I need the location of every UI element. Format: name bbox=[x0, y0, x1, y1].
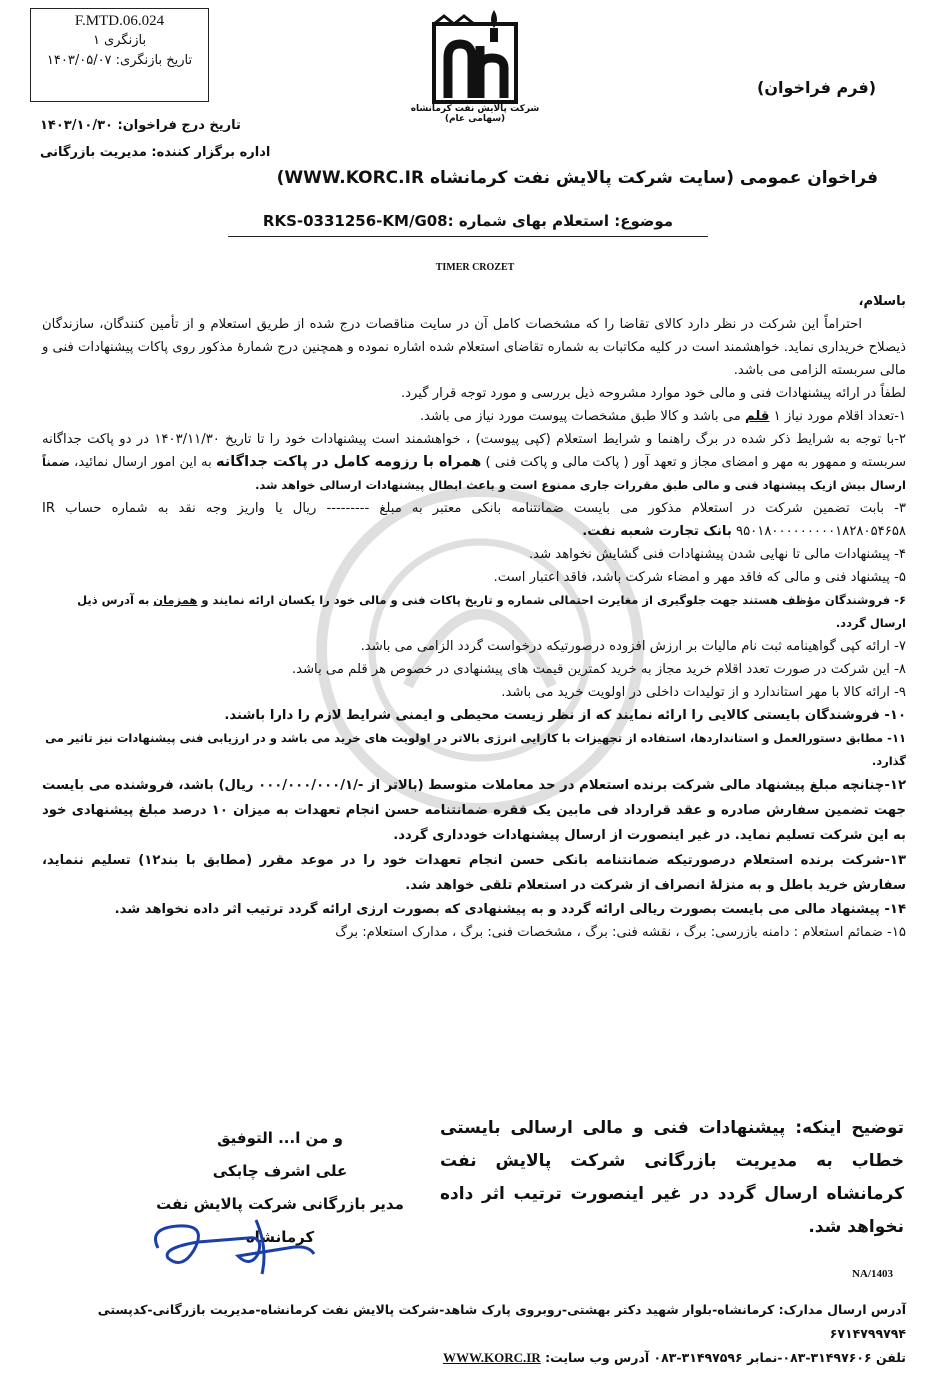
signer-name: علی اشرف چابکی bbox=[212, 1162, 348, 1180]
item-name: TIMER CROZET bbox=[435, 262, 515, 273]
clause-2: ۲-با توجه به شرایط ذکر شده در برگ راهنما و شرایط استعلام (کپی پیوست) ، خواهشمند است پیشنهادات خود را تا تاریخ ۱۴۰۳/۱۱/۳۰ در دو پاکت جداگانه سربسته و ممهور به مهر و امضای مجاز و تعهد آور ( پاکت مالی و پاکت فنی ) همراه با رزومه کامل در پاکت جداگانه به این امور ارسال نمائید، ضمناً ارسال بیش ازیک پیشنهاد فنی و مالی طبق مقررات جاری ممنوع است و باعث ابطال پیشنهادات ارسالی خواهد شد. bbox=[42, 432, 906, 492]
page-title: فراخوان عمومی (سایت شرکت پالایش نفت کرمانشاه WWW.KORC.IR) bbox=[276, 168, 878, 188]
organizer: اداره برگزار کننده: مدیریت بازرگانی bbox=[40, 145, 271, 160]
footer-contact: تلفن ۳۱۴۹۷۶۰۶-۰۸۳-نمابر ۳۱۴۹۷۵۹۶-۰۸۳ آدرس وب سایت: WWW.KORC.IR bbox=[442, 1350, 906, 1365]
clause-9: ۹- ارائه کالا با مهر استاندارد و از تولیدات داخلی در اولویت خرید می باشد. bbox=[501, 685, 906, 700]
intro-paragraph: احتراماً این شرکت در نظر دارد کالای تقاضا را که مشخصات کامل آن در سایت مناقصات درج شده از طریق استعلام و از تأمین کنندگان، سازندگان ذیصلاح خریداری نماید. خواهشمند است در کلیه مکاتبات به شماره تقاضای استعلام شده اشاره نموده و همچنین درج شمارهٔ مذکور روی پاکات پیشنهادات فنی و مالی سربسته الزامی می باشد. bbox=[41, 317, 906, 378]
clause-5: ۵- پیشنهاد فنی و مالی که فاقد مهر و امضاء شرکت باشد، فاقد اعتبار است. bbox=[493, 570, 906, 585]
request-line: لطفاً در ارائه پیشنهادات فنی و مالی خود موارد مشروحه ذیل بررسی و مورد توجه قرار گیرد. bbox=[400, 386, 906, 401]
company-caption: شرکت پالایش نفت کرمانشاه (سهامی عام) bbox=[410, 104, 540, 124]
footer bbox=[40, 1298, 906, 1370]
signer-position: مدیر بازرگانی شرکت پالایش نفت کرمانشاه bbox=[156, 1195, 404, 1246]
clause-15: ۱۵- ضمائم استعلام : دامنه بازرسی: برگ ، نقشه فنی: برگ ، مشخصات فنی: برگ ، مدارک استعلام: برگ bbox=[335, 925, 906, 940]
clause-13: ۱۳-شرکت برنده استعلام درصورتیکه ضمانتنامه بانکی حسن انجام تعهدات خود را در موعد مقرر (مطابق با بند۱۲) تسلیم ننماید، سفارش خرید باطل و به منزلهٔ انصراف از شرکت در استعلام تلقی خواهد شد. bbox=[42, 853, 906, 893]
clause-12: ۱۲-چنانچه مبلغ پیشنهاد مالی شرکت برنده استعلام در حد معاملات متوسط (بالاتر از -/۰۰۰/۰۰۰/۰۰۰/۱ ریال) باشد، فروشنده می بایست جهت تضمین سفارش صادره و عقد قرارداد فی مابین یک فقره ضمانتنامه حسن انجام تعهدات به میزان ۱۰ درصد مبلغ پیشنهادی خود به این شرکت تسلیم نماید. در غیر اینصورت از ارسال پیشنهادات خودداری گردد. bbox=[42, 778, 907, 843]
clause-4: ۴- پیشنهادات مالی تا نهایی شدن پیشنهادات فنی گشایش نخواهد شد. bbox=[528, 547, 906, 562]
form-info-box bbox=[30, 8, 209, 102]
website-link[interactable]: WWW.KORC.IR bbox=[442, 1350, 541, 1365]
note-paragraph: توضیح اینکه: پیشنهادات فنی و مالی ارسالی بایستی خطاب به مدیریت بازرگانی شرکت پالایش نفت کرمانشاه ارسال گردد در غیر اینصورت ترتیب اثر داده نخواهد شد. bbox=[440, 1118, 904, 1237]
clause-10: ۱۰- فروشندگان بایستی کالایی را ارائه نمایند که از نظر زیست محیطی و ایمنی شرایط لازم را دارا باشند. bbox=[224, 708, 906, 723]
clause-3: ۳- بابت تضمین شرکت در استعلام مذکور می بایست ضمانتنامه بانکی معتبر به مبلغ --------- ریال یا واریز وجه نقد به شماره حساب IR ۹۵۰۱۸۰۰۰۰۰۰۰۰۰۱۸۲۸۰۵۴۶۵۸ بانک تجارت شعبه نفت. bbox=[42, 501, 906, 539]
revision: بازنگری ۱ bbox=[92, 33, 147, 48]
greeting: باسلام، bbox=[858, 294, 906, 309]
closing: و من ا... التوفیق bbox=[217, 1129, 343, 1147]
revision-date: تاریخ بازنگری: ۱۴۰۳/۰۵/۰۷ bbox=[46, 53, 193, 68]
handwritten-signature bbox=[138, 1208, 328, 1278]
clause-11: ۱۱- مطابق دستورالعمل و استانداردها، استفاده از تجهیزات با کارایی انرژی بالاتر در اولویت های خرید می باشد و در ارزیابی فنی پیشنهادات نیز تاثیر می گذارد. bbox=[45, 731, 906, 768]
reference-code: NA/1403 bbox=[852, 1268, 893, 1280]
form-code: F.MTD.06.024 bbox=[74, 13, 165, 29]
subject-line: موضوع: استعلام بهای شماره :RKS-0331256-KM/G08 bbox=[228, 212, 708, 237]
clause-14: ۱۴- پیشنهاد مالی می بایست بصورت ریالی ارائه گردد و به پیشنهادی که بصورت ارزی ارائه گردد ترتیب اثر داده نخواهد شد. bbox=[114, 902, 906, 917]
clause-7: ۷- ارائه کپی گواهینامه ثبت نام مالیات بر ارزش افزوده درصورتیکه درخواست گردد الزامی می باشد. bbox=[360, 639, 906, 654]
form-label: (فرم فراخوان) bbox=[757, 78, 876, 97]
clause-8: ۸- این شرکت در صورت تعدد اقلام خرید مجاز به خرید کمترین قیمت های پیشنهادی در خصوص هر قلم می باشد. bbox=[291, 662, 906, 677]
letter-body bbox=[42, 290, 906, 944]
clause-6: ۶- فروشندگان مؤظف هستند جهت جلوگیری از مغایرت احتمالی شماره و تاریخ پاکات فنی و مالی خود را یکسان ارائه نمایند و همزمان به آدرس ذیل ارسال گردد. bbox=[77, 593, 906, 630]
publish-date: تاریخ درج فراخوان: ۱۴۰۳/۱۰/۳۰ bbox=[40, 118, 241, 133]
footer-address: آدرس ارسال مدارک: کرمانشاه-بلوار شهید دکتر بهشتی-روبروی پارک شاهد-شرکت پالایش نفت کرمانشاه-مدیریت بازرگانی-کدپستی ۶۷۱۴۷۹۹۷۹۴ bbox=[97, 1302, 906, 1341]
clause-1: ۱-تعداد اقلام مورد نیاز ۱ قلم می باشد و کالا طبق مشخصات پیوست مورد نیاز می باشد. bbox=[419, 409, 906, 424]
company-logo bbox=[420, 6, 530, 116]
